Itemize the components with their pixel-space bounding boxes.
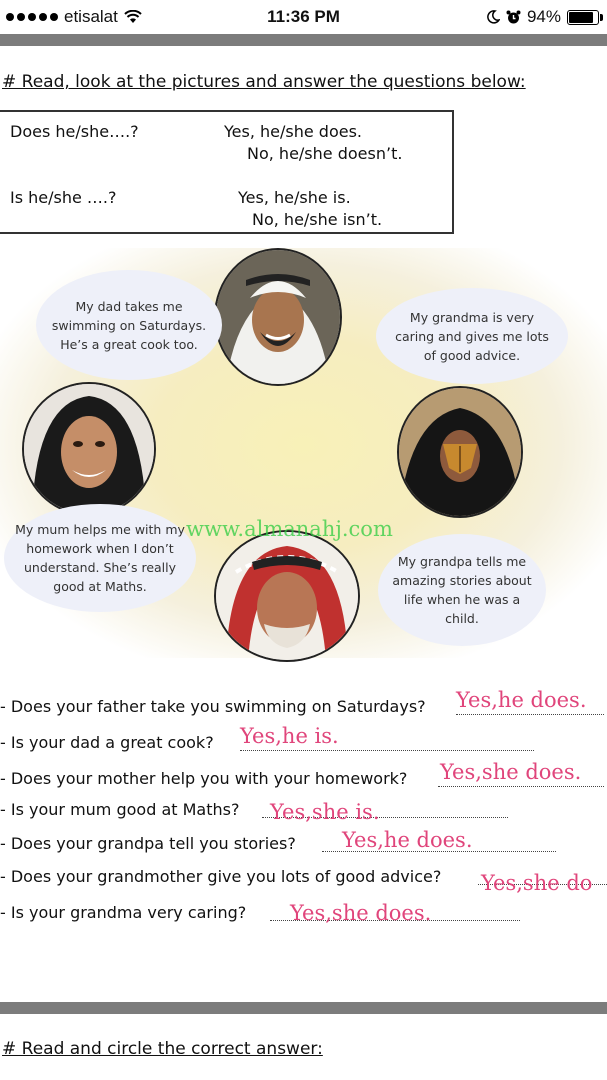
- grandma-speech-bubble: [376, 288, 568, 384]
- answer-line-1[interactable]: [456, 714, 604, 715]
- mum-speech-bubble: [4, 504, 196, 612]
- mum-speech-text: My mum helps me with my homework when I don’t understand. She’s really good at Maths.: [15, 522, 185, 594]
- watermark: www.almanahj.com: [186, 517, 393, 541]
- grammar-answer-does-yes: Yes, he/she does.: [224, 122, 362, 141]
- page-divider: [0, 34, 607, 46]
- question-7: - Is your grandma very caring?: [0, 903, 247, 922]
- grammar-question-is: Is he/she ….?: [10, 188, 117, 207]
- grammar-answer-is-yes: Yes, he/she is.: [238, 188, 351, 207]
- alarm-icon: [506, 10, 521, 25]
- answer-3: Yes,she does.: [440, 760, 582, 784]
- question-3: - Does your mother help you with your homework?: [0, 769, 408, 788]
- battery-percent: 94%: [526, 7, 561, 26]
- question-5: - Does your grandpa tell you stories?: [0, 834, 296, 853]
- section-heading-2: # Read and circle the correct answer:: [2, 1039, 323, 1059]
- section-heading: # Read, look at the pictures and answer the questions below:: [2, 72, 526, 92]
- answer-1: Yes,he does.: [456, 688, 587, 712]
- grandpa-speech-text: My grandpa tells me amazing stories about life when he was a child.: [392, 554, 532, 626]
- mum-portrait: [22, 382, 156, 516]
- question-1: - Does your father take you swimming on Saturdays?: [0, 697, 426, 716]
- grandma-speech-text: My grandma is very caring and gives me lots of good advice.: [395, 309, 549, 363]
- answer-2: Yes,he is.: [240, 724, 339, 748]
- status-bar: [0, 0, 607, 34]
- grammar-question-does: Does he/she….?: [10, 122, 139, 141]
- grammar-answer-does-no: No, he/she doesn’t.: [247, 144, 403, 163]
- question-4: - Is your mum good at Maths?: [0, 800, 240, 819]
- family-illustration: [0, 248, 607, 658]
- question-6: - Does your grandmother give you lots of good advice?: [0, 867, 442, 886]
- answer-6: Yes,she do: [481, 871, 593, 895]
- status-right: [486, 7, 599, 27]
- answer-7: Yes,she does.: [290, 901, 432, 925]
- battery-icon: [567, 10, 599, 25]
- answer-4: Yes,she is.: [270, 800, 380, 824]
- answer-line-2[interactable]: [240, 750, 534, 751]
- clock: 11:36 PM: [267, 7, 340, 26]
- dad-portrait: [214, 248, 342, 386]
- answer-line-3[interactable]: [438, 786, 604, 787]
- grammar-answer-is-no: No, he/she isn’t.: [252, 210, 383, 229]
- dad-speech-text: My dad takes me swimming on Saturdays. He’s a great cook too.: [51, 298, 207, 352]
- question-2: - Is your dad a great cook?: [0, 733, 214, 752]
- grandma-portrait: [397, 386, 523, 518]
- dad-speech-bubble: [36, 270, 222, 380]
- battery-level: [569, 12, 593, 23]
- grandpa-portrait: [214, 530, 360, 662]
- carrier-label: etisalat: [64, 7, 118, 26]
- page-divider-2: [0, 1002, 607, 1014]
- grandpa-speech-bubble: [378, 534, 546, 646]
- grammar-box: [0, 110, 454, 234]
- answer-5: Yes,he does.: [342, 828, 473, 852]
- moon-icon: [486, 10, 500, 24]
